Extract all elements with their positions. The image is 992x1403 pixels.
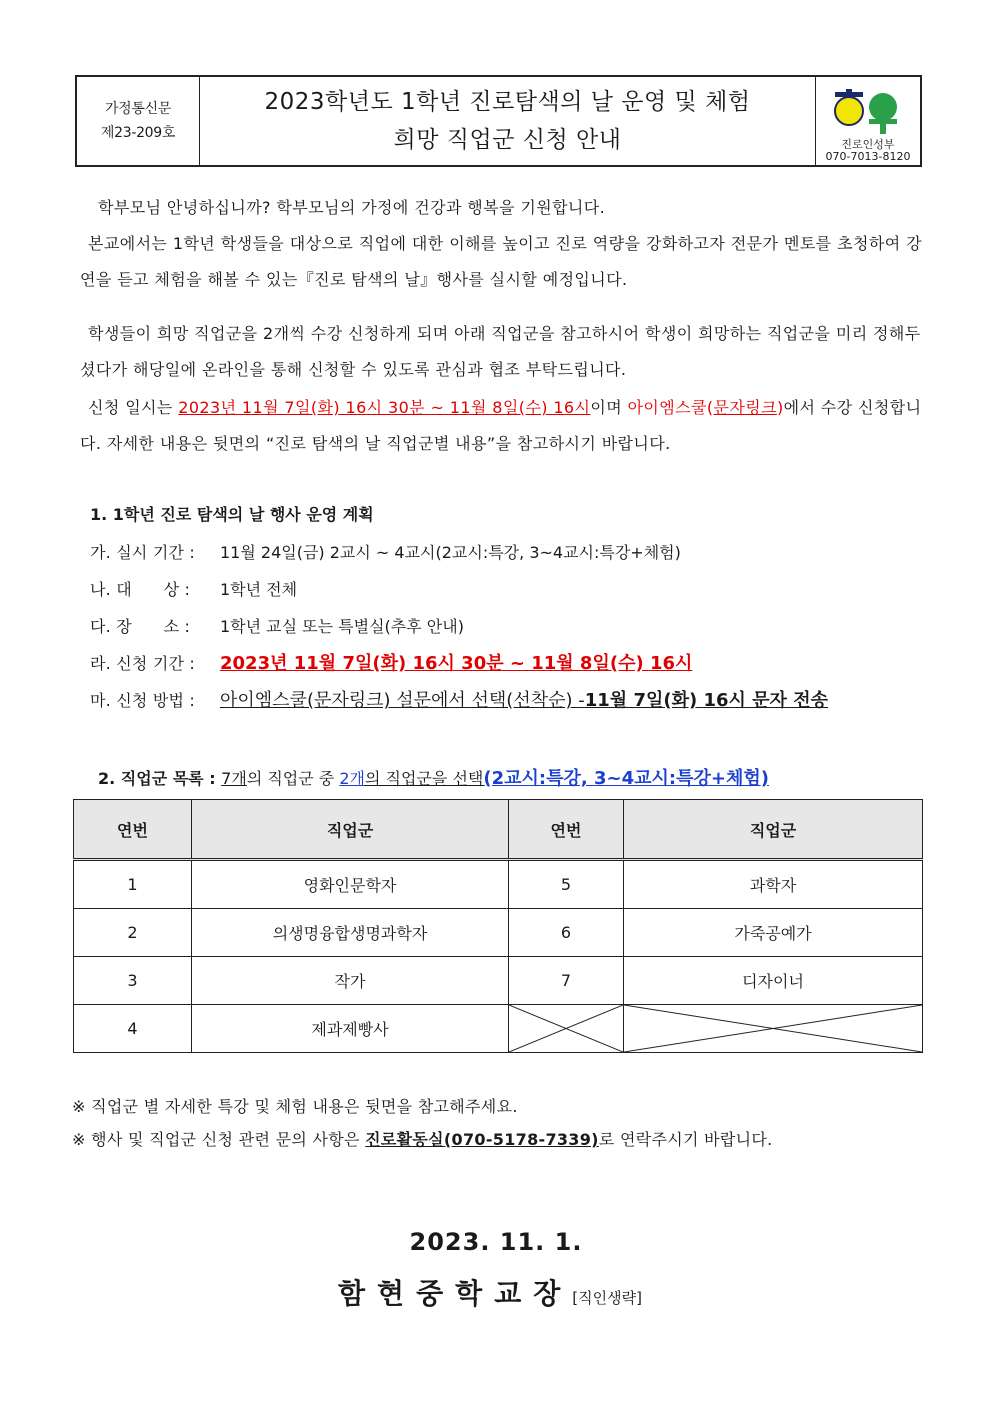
plan-item: [90, 608, 828, 645]
section1-title: 1. 1학년 진로 탐색의 날 행사 운영 계획: [90, 505, 374, 524]
plan-label: 라. 신청 기간 :: [90, 654, 196, 673]
section2-prefix: 2. 직업군 목록 :: [98, 769, 222, 788]
row-number: 3: [74, 957, 192, 1005]
row-number: 2: [74, 909, 192, 957]
header-job-group: 직업군: [192, 800, 509, 860]
schedule-paragraph: [80, 390, 922, 462]
doc-number: 제23-209호: [100, 125, 176, 141]
greeting-paragraph: 학부모님 안녕하십니까? 학부모님의 가정에 건강과 행복을 기원합니다.: [98, 198, 606, 217]
job-group-table: [73, 799, 923, 1053]
school-logo-icon: [833, 89, 903, 135]
doc-info-box: [77, 77, 200, 165]
job-group: 디자이너: [624, 957, 923, 1005]
schedule-text-a: 신청 일시는: [88, 398, 179, 417]
section2-text-d: 의 직업군을 선택: [365, 769, 484, 788]
job-group: 가죽공예가: [624, 909, 923, 957]
plan-value: 1학년 전체: [220, 580, 298, 599]
plan-item: [90, 645, 828, 682]
job-group: 제과제빵사: [192, 1005, 509, 1053]
section2-text-b: 의 직업군 중: [246, 769, 340, 788]
section2-count-total: 7개: [221, 769, 247, 788]
section2-period-note: (2교시:특강, 3~4교시:특강+체험): [483, 768, 769, 789]
empty-cell-crossed: [509, 1005, 624, 1053]
plan-value: 11월 24일(금) 2교시 ~ 4교시(2교시:특강, 3~4교시:특강+체험): [220, 543, 681, 562]
job-group: 의생명융합생명과학자: [192, 909, 509, 957]
principal-name: 함현중학교장: [338, 1277, 573, 1310]
plan-item: [90, 682, 828, 719]
note-contact-a: ※ 행사 및 직업군 신청 관련 문의 사항은: [72, 1130, 366, 1149]
plan-label: 마. 신청 방법 :: [90, 691, 196, 710]
intro-paragraph: 본교에서는 1학년 학생들을 대상으로 직업에 대한 이해를 높이고 진로 역량을 강화하고자 전문가 멘토를 초청하여 강연을 듣고 체험을 해볼 수 있는『진로 탐색의 날』행사를 실시할 예정입니다.: [80, 234, 922, 289]
doc-type: 가정통신문: [104, 101, 172, 117]
dept-phone: 070-7013-8120: [825, 150, 911, 163]
table-row: [74, 957, 923, 1005]
row-number: 7: [509, 957, 624, 1005]
schedule-text-g: 에서 수강 신청합니다. 자세한 내용은 뒷면의 “진로 탐색의 날 직업군별 내용”을 참고하시기 바랍니다.: [80, 398, 922, 453]
event-plan-list: [90, 534, 828, 719]
plan-item: [90, 571, 828, 608]
dept-name: 진로인성부: [841, 138, 895, 151]
doc-title: [200, 77, 815, 165]
plan-value-sms: 11월 7일(화) 16시 문자 전송: [584, 690, 828, 711]
plan-value: 1학년 교실 또는 특별실(추후 안내): [220, 617, 464, 636]
note-contact: [72, 1125, 773, 1155]
cross-mark-icon: [509, 1005, 623, 1052]
section2-title: [98, 763, 769, 795]
empty-cell-crossed: [624, 1005, 923, 1053]
principal-signature: [338, 1272, 642, 1312]
table-row: [74, 1005, 923, 1053]
title-line-1: 2023학년도 1학년 진로탐색의 날 운영 및 체험: [264, 89, 751, 115]
document-header: [75, 75, 922, 167]
schedule-text-c: 이며: [590, 398, 628, 417]
header-number: 연번: [74, 800, 192, 860]
plan-item: [90, 534, 828, 571]
request-paragraph: 학생들이 희망 직업군을 2개씩 수강 신청하게 되며 아래 직업군을 참고하시어 학생이 희망하는 직업군을 미리 정해두셨다가 해당일에 온라인을 통해 신청할 수 있도록 관심과 협조 부탁드립니다.: [80, 324, 921, 379]
job-group: 영화인문학자: [192, 860, 509, 909]
row-number: 1: [74, 860, 192, 909]
note-details: ※ 직업군 별 자세한 특강 및 체험 내용은 뒷면을 참고해주세요.: [72, 1097, 518, 1116]
dept-box: [815, 77, 920, 165]
table-header-row: [74, 800, 923, 860]
plan-value-apply-period: 2023년 11월 7일(화) 16시 30분 ~ 11월 8일(수) 16시: [220, 653, 693, 674]
text-link-label: 문자링크: [713, 398, 777, 417]
section2-count-select: 2개: [339, 769, 365, 788]
schedule-period: 2023년 11월 7일(화) 16시 30분 ~ 11월 8일(수) 16시: [178, 398, 591, 417]
plan-label: 다. 장 소 :: [90, 617, 191, 636]
contact-office: 진로활동실(070-5178-7339): [365, 1130, 599, 1149]
cross-mark-icon: [624, 1005, 922, 1052]
row-number: 6: [509, 909, 624, 957]
title-line-2: 희망 직업군 신청 안내: [393, 127, 622, 153]
plan-label: 가. 실시 기간 :: [90, 543, 196, 562]
table-row: [74, 909, 923, 957]
plan-value-method: 아이엠스쿨(문자링크) 설문에서 선택(선착순) -: [220, 690, 585, 711]
job-group: 과학자: [624, 860, 923, 909]
plan-label: 나. 대 상 :: [90, 580, 191, 599]
iamschool-close: ): [776, 398, 784, 417]
header-job-group: 직업군: [624, 800, 923, 860]
issue-date: 2023. 11. 1.: [409, 1228, 583, 1256]
row-number: 5: [509, 860, 624, 909]
header-number: 연번: [509, 800, 624, 860]
iamschool-name: 아이엠스쿨(: [627, 398, 714, 417]
row-number: 4: [74, 1005, 192, 1053]
note-contact-c: 로 연락주시기 바랍니다.: [598, 1130, 773, 1149]
table-row: [74, 860, 923, 909]
seal-omitted: [직인생략]: [572, 1289, 642, 1307]
job-group: 작가: [192, 957, 509, 1005]
